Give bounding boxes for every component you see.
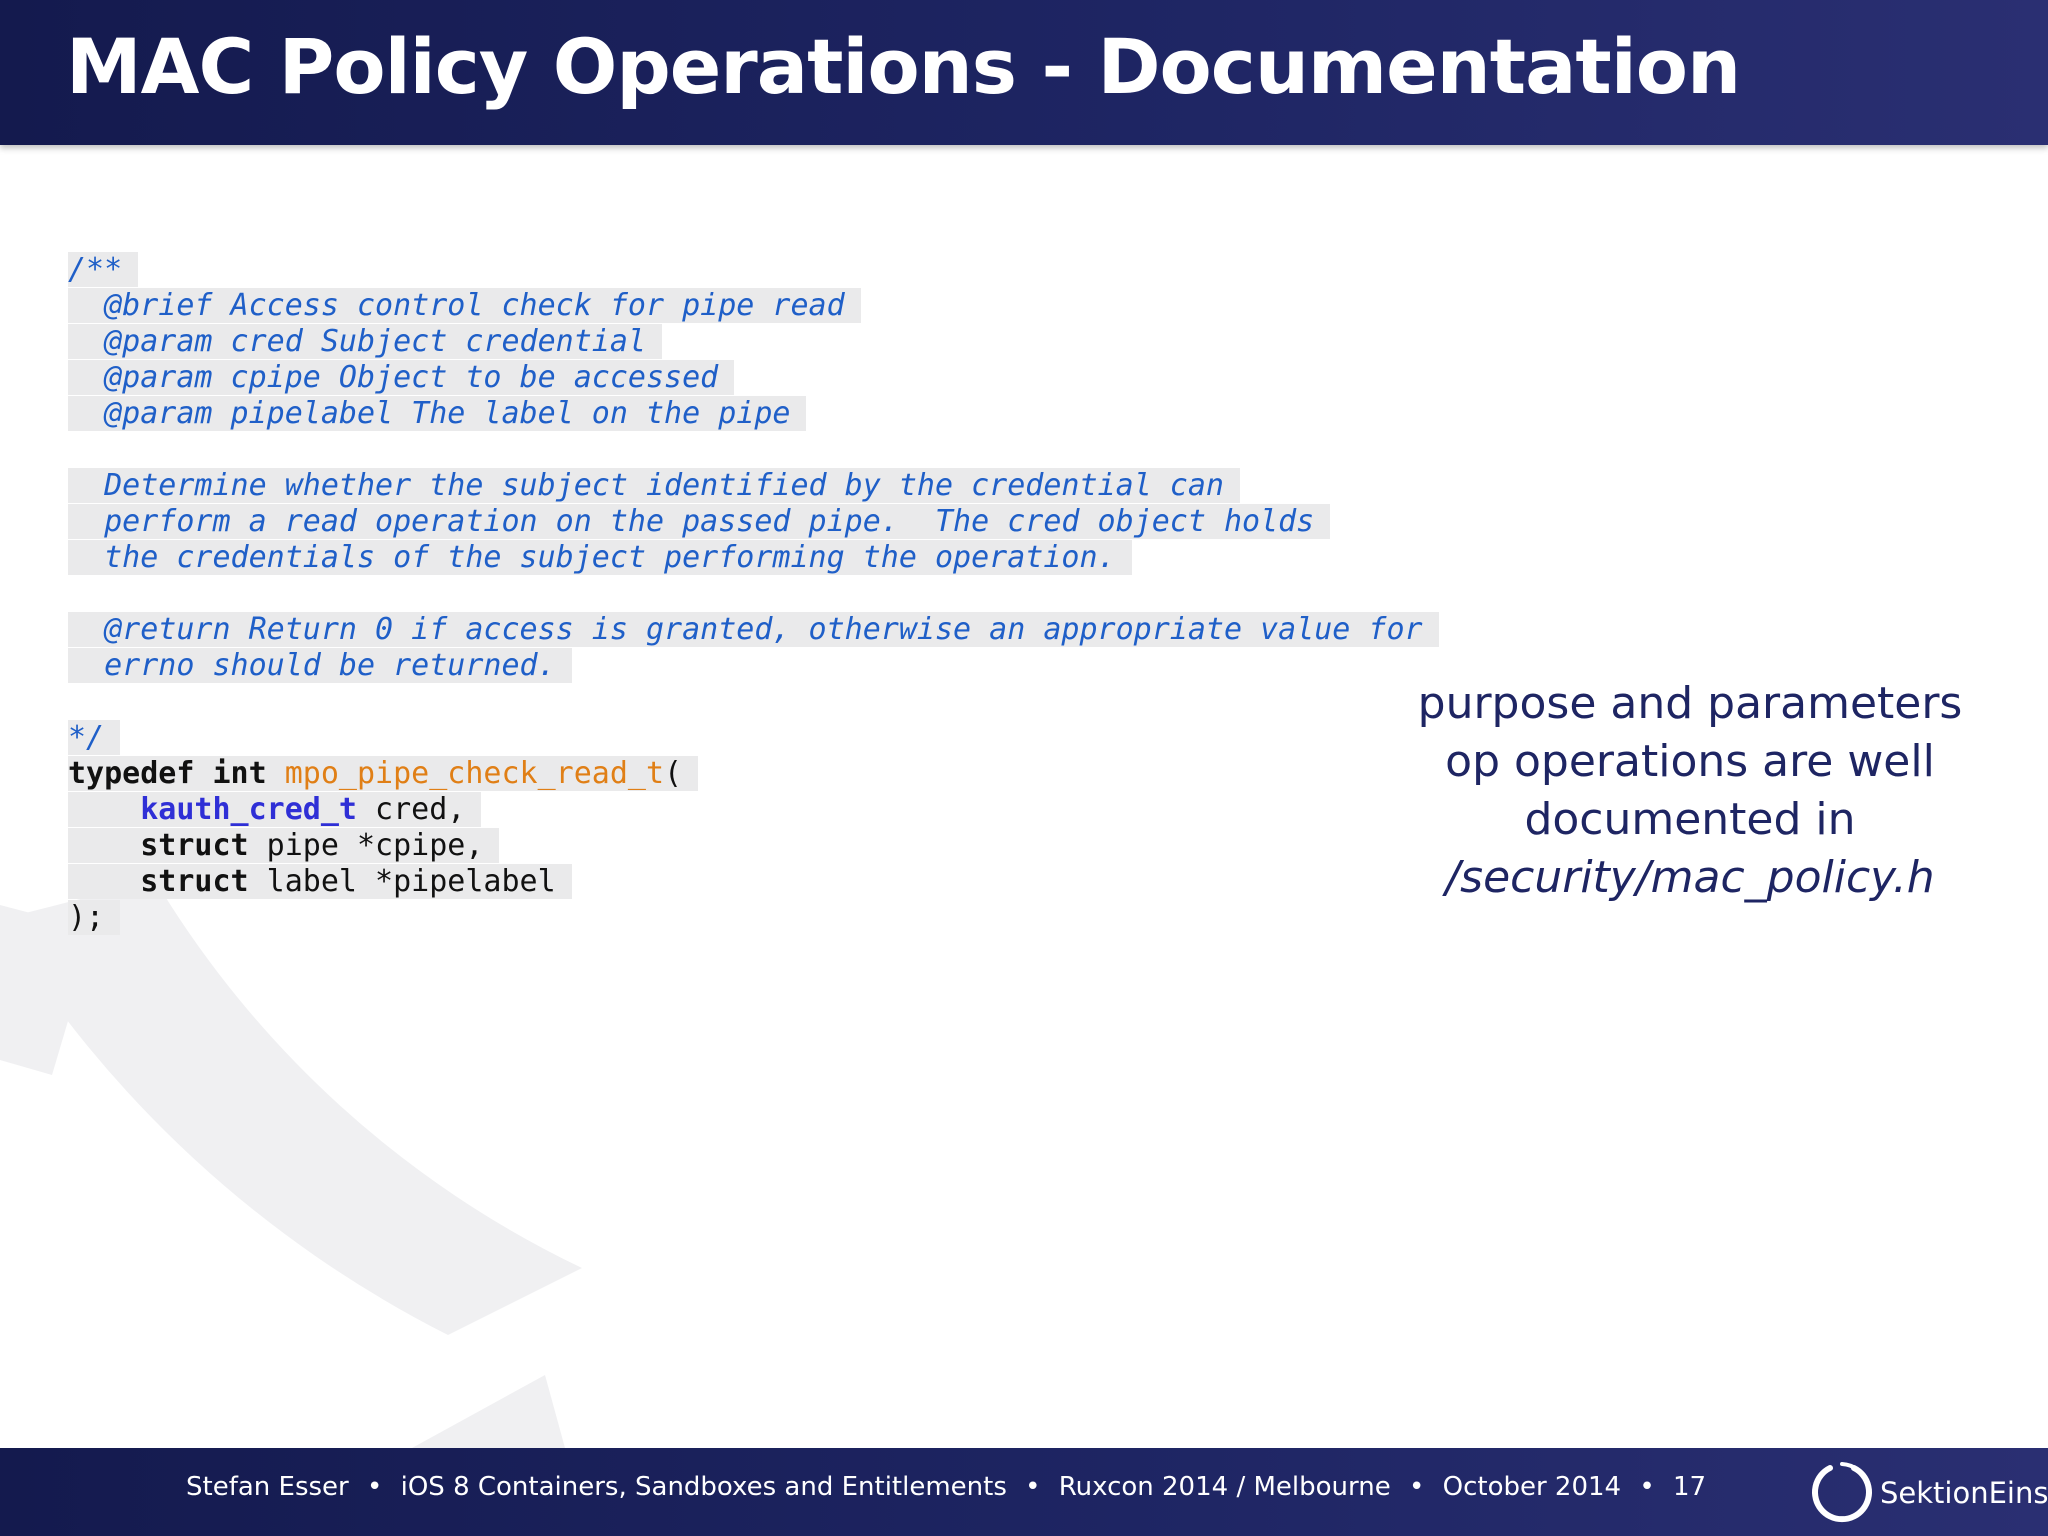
footer-date: October 2014 <box>1442 1472 1622 1502</box>
footer-author: Stefan Esser <box>186 1472 349 1502</box>
param-pipelabel: label *pipelabel <box>248 864 556 899</box>
param-cred: cred, <box>357 792 466 827</box>
keyword-int: int <box>212 756 267 791</box>
note-line: op operations are well <box>1445 736 1935 787</box>
slide-title: MAC Policy Operations - Documentation <box>66 22 1741 111</box>
code-comment-line: @param cred Subject credential <box>68 324 1439 360</box>
keyword-typedef: typedef <box>68 756 195 791</box>
code-blank-line <box>68 684 1439 720</box>
closing-paren: ); <box>68 900 120 935</box>
code-comment-line: the credentials of the subject performing the operation. <box>68 540 1439 576</box>
code-comment-line: @param cpipe Object to be accessed <box>68 360 1439 396</box>
code-param-line <box>68 828 1439 864</box>
code-comment-line: perform a read operation on the passed pipe. The cred object holds <box>68 504 1439 540</box>
function-name: mpo_pipe_check_read_t <box>284 756 665 791</box>
code-comment-line: /** <box>68 252 1439 288</box>
code-comment-line: @return Return 0 if access is granted, otherwise an appropriate value for <box>68 612 1439 648</box>
page-number: 17 <box>1672 1472 1707 1502</box>
slide-footer <box>0 1448 2048 1536</box>
code-comment-line: @brief Access control check for pipe read <box>68 288 1439 324</box>
param-cpipe: pipe *cpipe, <box>248 828 484 863</box>
code-block <box>68 252 1439 936</box>
code-comment-line: @param pipelabel The label on the pipe <box>68 396 1439 432</box>
code-blank-line <box>68 432 1439 468</box>
sektioneins-logo-icon <box>1808 1458 1876 1526</box>
code-param-line <box>68 792 1439 828</box>
open-paren: ( <box>664 756 683 791</box>
note-line: purpose and parameters <box>1417 678 1963 729</box>
keyword-struct: struct <box>140 864 249 899</box>
footer-talk-title: iOS 8 Containers, Sandboxes and Entitlements <box>400 1472 1007 1502</box>
footer-separator: • <box>1409 1472 1425 1502</box>
footer-info <box>186 1472 1706 1502</box>
code-param-line <box>68 864 1439 900</box>
type-kauth-cred: kauth_cred_t <box>140 792 357 827</box>
code-blank-line <box>68 576 1439 612</box>
footer-separator: • <box>367 1472 383 1502</box>
code-typedef-line <box>68 756 1439 792</box>
footer-separator: • <box>1025 1472 1041 1502</box>
keyword-struct: struct <box>140 828 249 863</box>
code-closing-line <box>68 900 1439 936</box>
code-comment-line: errno should be returned. <box>68 648 1439 684</box>
footer-separator: • <box>1639 1472 1655 1502</box>
footer-event: Ruxcon 2014 / Melbourne <box>1058 1472 1391 1502</box>
code-comment-line: */ <box>68 720 1439 756</box>
note-file-path: /security/mac_policy.h <box>1445 852 1935 903</box>
code-comment-line: Determine whether the subject identified by the credential can <box>68 468 1439 504</box>
annotation-note <box>1400 675 1980 907</box>
brand-name: SektionEins <box>1880 1476 2048 1510</box>
note-line: documented in <box>1524 794 1856 845</box>
decorative-ring-segment-bottom <box>412 1375 565 1448</box>
